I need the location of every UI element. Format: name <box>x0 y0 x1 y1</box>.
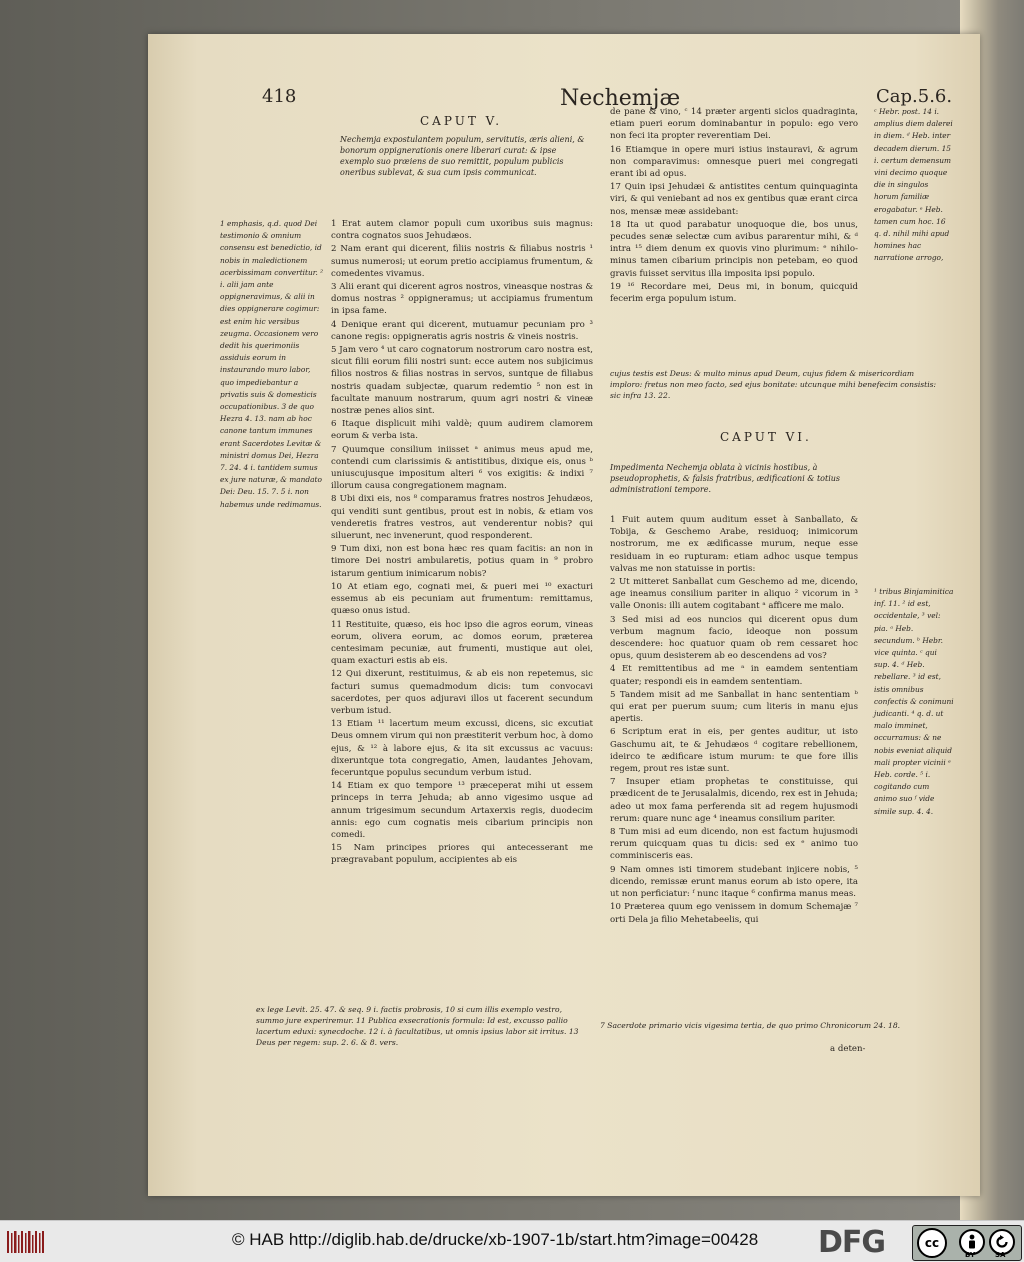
verse: 5 Jam vero ⁴ ut caro cognatorum nostrorum caro nostra est, sicut filii eorum filii nostri sunt: ecce autem nos subjicimus filios nostros & filias nostras in servos, suntque de filiabus nostris quadam subjectæ, quarum redemtio ⁵ non est in facultate manuum nostrarum, quum agri nostri & vineæ nostræ penes alios sint. <box>331 345 593 417</box>
verse: 11 Restituite, quæso, eis hoc ipso die agros eorum, vineas eorum, olivera eorum, ac domos eorum, præterea centesimam pecuniæ, aut frumenti, mustique aut olei, quam exacturi estis ab eis. <box>331 619 593 667</box>
verse: 9 Tum dixi, non est bona hæc res quam facitis: an non in timore Dei nostri ambularetis, potius quam in ⁹ probro istarum gentium inimicarum nobis? <box>331 544 593 579</box>
verse-19-note: cujus testis est Deus: & multo minus apud Deum, cujus fidem & misericordiam imploro: fretus non meo facto, sed ejus bonitate: utcunque mihi benefecim consistis: sic infra 13. 22. <box>610 369 937 400</box>
verse: 9 Nam omnes isti timorem studebant injicere nobis, ⁵ dicendo, remissæ erunt manus eorum ab isto opere, ita ut non perficiatur: ᶠ nunc itaque ⁶ confirma manus meas. <box>610 864 858 900</box>
verse: 1 Fuit autem quum auditum esset à Sanballato, & Tobija, & Geschemo Arabe, residuoq; inimicorum nostrorum, me ex ædificasse murum, neque esse residuam in eo rupturam: etiam adhoc usque tempus valvas me non statuisse in portis: <box>610 515 858 574</box>
verse: 13 Etiam ¹¹ lacertum meum excussi, dicens, sic excutiat Deus omnem virum qui non præstiterit verbum hoc, à domo ejus, & ¹² à labore ejus, & ita sit excussus ac vacuus: dixeruntque tota congregatio, Amen, laudantes Jehovam, feceruntque populus secundum verbum istud. <box>331 719 593 778</box>
cc-by-sa-license-badge[interactable] <box>912 1225 1022 1261</box>
chapter-5-heading: CAPUT V. <box>420 114 503 128</box>
verse: 8 Ubi dixi eis, nos ⁸ comparamus fratres nostros Jehudæos, qui venditi sunt gentibus, prout est in nobis, & etiam vos venderetis fratres vestros, aut venderentur nobis? qui siluerunt, nec invenerunt, quod responderent. <box>331 494 593 542</box>
page-number: 418 <box>262 86 297 107</box>
verse: 7 Quumque consilium iniisset ᵃ animus meus apud me, contendi cum clarissimis & antistitibus, dixique eis, onus ᵇ uniuscujusque impositum alteri ⁶ vos exigitis: & indixi ⁷ illorum causa congregationem magnam. <box>331 444 593 492</box>
verse: 4 Et remittentibus ad me ᵃ in eamdem sententiam quater; respondi eis in eamdem sententiam. <box>610 664 858 687</box>
verse: 6 Itaque displicuit mihi valdè; quum audirem clamorem eorum & verba ista. <box>331 419 593 442</box>
verse: 5 Tandem misit ad me Sanballat in hanc sententiam ᵇ qui erat per puerum suum; cum literis in manu ejus apertis. <box>610 689 858 725</box>
verse: 16 Etiamque in opere muri istius instauravi, & agrum non comparavimus: omnesque pueri mei congregati erant ibi ad opus. <box>610 144 858 180</box>
verse: 3 Sed misi ad eos nuncios qui dicerent opus dum verbum magnum facio, ideoque non possum descendere: hoc quatuor quam ob rem cessaret hoc opus, quum desisterem ab eo descendens ad vos? <box>610 614 858 662</box>
verse: 18 Ita ut quod parabatur unoquoque die, bos unus, pecudes senæ selectæ cum avibus pararentur mihi, & ᵈ intra ¹⁵ diem denum ex quovis vino plurimum: ᵉ nihilo-minus tamen cibarium principis non petebam, eo quod gravis fuisset servitus illa imposita ipsi populo. <box>610 219 858 279</box>
right-margin-notes-top: ᶜ Hebr. post. 14 i. amplius diem dalerei in diem. ᵈ Heb. inter decadem dierum. 15 i. certum demensum vini decimo quoque die in singulos horum familiæ erogabatur. ᵉ Heb. tamen cum hoc. 16 q. d. nihil mihi apud homines hac narratione arrogo, <box>874 107 953 263</box>
viewer-footer-bar <box>0 1220 1024 1262</box>
verse: 12 Qui dixerunt, restituimus, & ab eis non repetemus, sic facturi sumus quemadmodum dicis: tum convocavi sacerdotes, per quos adjuravi illos ut facerent secundum verbum istud. <box>331 669 593 716</box>
verse: 10 Præterea quum ego venissem in domum Schemajæ ⁷ orti Dela ja filio Mehetabeelis, qui <box>610 902 858 925</box>
by-label: BY <box>965 1251 976 1259</box>
chapter-6-summary: Impedimenta Nechemja oblata à vicinis hostibus, à pseudoprophetis, & falsis fratribus, ædificationi & totius administrationi tempore. <box>610 463 841 494</box>
verse: 15 Nam principes priores qui antecesserant me prægravabant populum, accipientes ab eis <box>331 843 593 866</box>
verse: 8 Tum misi ad eum dicendo, non est factum hujusmodi rerum quicquam quas tu dicis: sed ex ᵉ animo tuo comminisceris eas. <box>610 827 858 862</box>
verse: de pane & vino, ᶜ 14 præter argenti siclos quadraginta, etiam pueri eorum dominabantur in populo: ego vero non feci ita propter reverentiam Dei. <box>610 107 858 142</box>
verse: 19 ¹⁶ Recordare mei, Deus mi, in bonum, quicquid fecerim erga populum istum. <box>610 281 858 305</box>
chapter-5-text-column <box>331 218 593 868</box>
catchword: a deten- <box>830 1044 866 1054</box>
chapter-5-summary: Nechemja expostulantem populum, servitutis, æris alieni, & bonorum oppignerationis onere liberari curat: & ipse exemplo suo præiens de suo remittit, populum publicis oneribus sublevat, & sua cum ipsis communicat. <box>340 135 585 177</box>
verse: 2 Nam erant qui dicerent, filiis nostris & filiabus nostris ¹ sumus numerosi; ut eorum pretio accipiamus frumentum, & comedentes vivamus. <box>331 244 593 279</box>
source-url-link[interactable]: © HAB http://diglib.hab.de/drucke/xb-1907-1b/start.htm?image=00428 <box>232 1230 759 1249</box>
chapter-6-heading: CAPUT VI. <box>720 430 812 444</box>
chapter-6-footnote: 7 Sacerdote primario vicis vigesima tertia, de quo primo Chronicorum 24. 18. <box>600 1021 901 1030</box>
verse: 2 Ut mitteret Sanballat cum Geschemo ad me, dicendo, age ineamus consilium pariter in aliquo ² vicorum in ³ valle Ononis: illi autem cogitabant ᵃ afficere me malo. <box>610 577 858 612</box>
right-column-text <box>610 106 858 306</box>
book-page <box>148 34 980 1196</box>
verse: 6 Scriptum erat in eis, per gentes auditur, ut isto Gaschumu ait, te & Jehudæos ᵈ cogitare rebellionem, ideirco te ædificare istum murum: te que fore illis regem, prout res istæ sunt. <box>610 727 858 775</box>
chapter-5-footnotes: ex lege Levit. 25. 47. & seq. 9 i. factis probrosis, 10 si cum illis exemplo vestro, summo jure experiremur. 11 Publica exsecrationis formula: Id est, excusso pallio lacertum eduxi: synecdoche. 12 i. à facultatibus, ut omnis ipsius labor sit irritus. 13 Deus per regem: sup. 2. 6. & 8. vers. <box>256 1005 579 1047</box>
chapter-reference: Cap.5.6. <box>876 86 953 107</box>
verse: 14 Etiam ex quo tempore ¹³ præceperat mihi ut essem princeps in terra Jehuda; ab anno vigesimo usque ad annum trigesimum secundum Artaxerxis regis, duodecim annis: ego cum cognatis meis cibarium principis non comedi. <box>331 781 593 840</box>
left-margin-notes: 1 emphasis, q.d. quod Dei testimonio & omnium consensu est benedictio, id nobis in maledictionem acerbissimam convertitur. ² i. alii jam ante oppigneravimus, & alii in dies oppignerare cogimur: est enim hic versibus zeugma. Occasionem vero dedit his querimoniis assiduis eorum in instaurando muro labor, quo impediebantur a privatis suis & domesticis occupationibus. 3 de quo Hezra 4. 13. nam ab hoc canone tantum immunes erant Sacerdotes Levitæ & ministri domus Dei, Hezra 7. 24. 4 i. tantidem sumus ex jure naturæ, & mandato Dei: Deu. 15. 7. 5 i. non habemus unde redimamus. <box>220 219 324 509</box>
verse: 3 Alii erant qui dicerent agros nostros, vineasque nostras & domus nostras ² oppigneramus; ut accipiamus frumentum in ipsa fame. <box>331 282 593 317</box>
sa-label: SA <box>995 1251 1006 1259</box>
verse: 1 Erat autem clamor populi cum uxoribus suis magnus: contra cognatos suos Jehudæos. <box>331 219 593 242</box>
verse: 7 Insuper etiam prophetas te constituisse, qui prædicent de te Jerusalalmis, dicendo, rex est in Jehuda; adeo ut mox fama perferenda sit ad regem hujusmodi rerum: quare nunc age ⁴ ineamus consilium pariter. <box>610 777 858 824</box>
verse: 4 Denique erant qui dicerent, mutuamur pecuniam pro ³ canone regis: oppigneratis agris nostris & vineis nostris. <box>331 319 593 342</box>
verse: 17 Quin ipsi Jehudæi & antistites centum quinquaginta viri, & qui veniebant ad nos ex gentibus quæ erant circa nos, mensæ meæ assidebant: <box>610 182 858 217</box>
chapter-6-text-column <box>610 514 858 927</box>
right-margin-notes-bottom: ¹ tribus Binjaminitica inf. 11. ² id est, occidentale, ³ vel: pia. ᵃ Heb. secundum. ᵇ Hebr. vice quinta. ᶜ qui sup. 4. ᵈ Heb. rebellare. ³ id est, istis omnibus confectis & conimuni judicanti. ⁴ q. d. ut malo imminet, occurramus: & ne nobis eveniat aliquid mali propter vicinii ᵉ Heb. corde. ⁵ i. cogitando cum animo suo ᶠ vide simile sup. 4. 4. <box>874 587 954 816</box>
verse: 10 At etiam ego, cognati mei, & pueri mei ¹⁰ exacturi essemus ab eis pecuniam aut frumentum: remittamus, quæso onus istud. <box>331 581 593 617</box>
library-barcode-icon[interactable] <box>6 1229 46 1255</box>
creative-commons-icon: cc <box>917 1228 947 1258</box>
running-title: Nechemjæ <box>560 86 681 111</box>
dfg-logo[interactable]: DFG <box>818 1225 886 1260</box>
